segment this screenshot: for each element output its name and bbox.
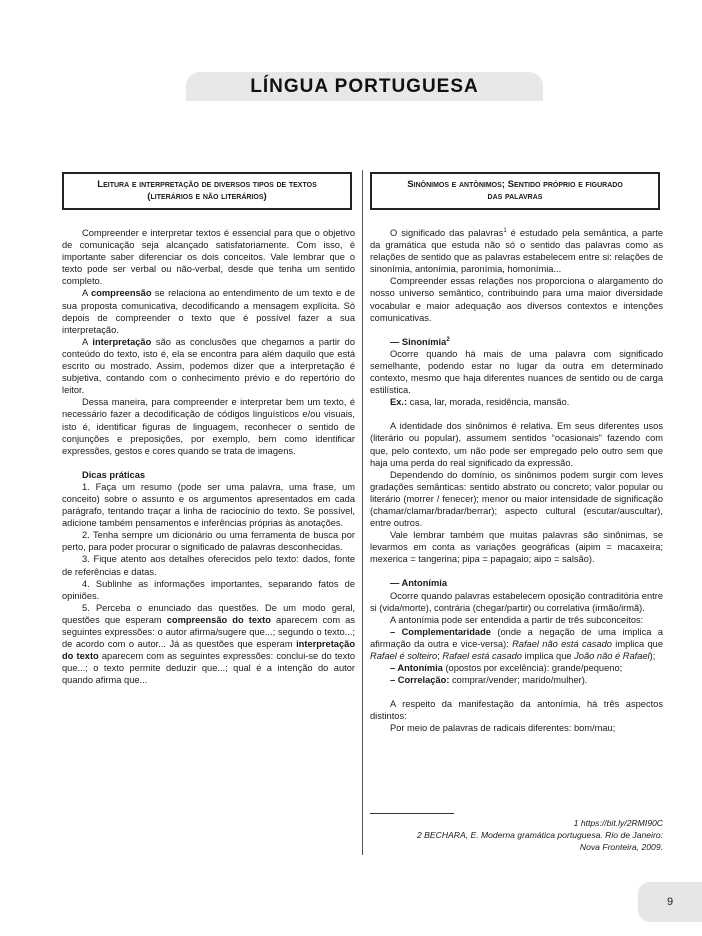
footnote: 1 https://bit.ly/2RMI90C	[573, 818, 663, 828]
paragraph: Compreender essas relações nos proporciona o alargamento do nosso universo semântico, contribuindo para uma maior diversidade vocabular e maior adequação aos diversos contextos e intenções comunicativas.	[370, 276, 663, 323]
example: Ex.: casa, lar, morada, residência, mansão.	[390, 397, 570, 408]
subheading-antonymy: — Antonímia	[390, 578, 447, 589]
footnote-rule	[370, 813, 454, 814]
section-title-line: Leitura e interpretação de diversos tipos de textos	[97, 179, 317, 190]
paragraph: – Complementaridade (onde a negação de uma implica a afirmação da outra e vice-versa): Rafael não está casado implica que Rafael é solteiro; Rafael está casado implica que João não é Rafael);	[370, 626, 664, 661]
paragraph: A antonímia pode ser entendida a partir de três subconceitos:	[390, 614, 644, 625]
footnote-ref: 2	[446, 336, 450, 343]
footnote: 2 BECHARA, E. Moderna gramática portuguesa. Rio de Janeiro:	[416, 830, 663, 841]
paragraph: Compreender e interpretar textos é essencial para que o objetivo de comunicação seja alcançado satisfatoriamente. Com isso, é importante saber diferenciar os dois conceitos. Vale lembrar que o texto pode ser verbal ou não-verbal, desde que tenha um sentido completo.	[62, 228, 355, 287]
tip-item: 3. Fique atento aos detalhes oferecidos pelo texto: dados, fonte de referências e datas.	[62, 554, 355, 577]
right-column	[370, 227, 663, 735]
page-header	[186, 72, 543, 101]
tips-heading: Dicas práticas	[82, 469, 146, 480]
footnote-ref: 1	[503, 227, 507, 234]
section-title-line: Sinônimos e antônimos; Sentido próprio e figurado	[407, 179, 623, 190]
paragraph: – Correlação: comprar/vender; marido/mulher).	[390, 675, 588, 686]
section-title-synonyms	[370, 172, 660, 210]
tip-item: 4. Sublinhe as informações importantes, separando fatos de opiniões.	[62, 578, 355, 601]
tip-item: 2. Tenha sempre um dicionário ou uma ferramenta de busca por perto, para poder procurar o significado de palavras desconhecidas.	[62, 530, 355, 553]
left-column	[62, 227, 355, 686]
paragraph: A identidade dos sinônimos é relativa. Em seus diferentes usos (literário ou popular), assumem sentidos “ocasionais” fazendo com que, pelo contexto, um não pode ser empregado pelo outro sem que haja uma perda do real significado da expressão.	[370, 421, 663, 468]
paragraph: Por meio de palavras de radicais diferentes: bom/mau;	[390, 723, 616, 734]
section-title-line: (literários e não literários)	[147, 191, 267, 202]
section-title-line: das palavras	[487, 191, 543, 202]
page-number-tab	[638, 882, 702, 922]
bold-term: compreensão	[91, 288, 152, 299]
paragraph: Ocorre quando há mais de uma palavra com significado semelhante, podendo estar no lugar da outra em determinado contexto, mesmo que haja diferentes nuances de sentido ou de carga estilística.	[370, 348, 663, 396]
tip-item: 5. Perceba o enunciado das questões. De um modo geral, questões que esperam compreensão do texto aparecem com as seguintes expressões: o autor afirma/sugere que...; segundo o texto...; de acordo com o autor... Já as questões que esperam interpretação do texto aparecem com as seguintes expressões: conclui-se do texto que...; o texto permite deduzir que...; qual é a intenção do autor quando afirma que...	[62, 602, 355, 686]
page-title: LÍNGUA PORTUGUESA	[250, 75, 479, 97]
paragraph: A respeito da manifestação da antonímia, há três aspectos distintos:	[370, 699, 663, 722]
paragraph: A interpretação são as conclusões que chegamos a partir do conteúdo do texto, isto é, ela se encontra para além daquilo que está escrito ou mostrado. Assim, podemos dizer que a interpretação é subjetiva, contando com o conhecimento prévio e do repertório do leitor.	[62, 336, 355, 396]
footnote: Nova Fronteira, 2009.	[579, 842, 663, 853]
tip-item: 1. Faça um resumo (pode ser uma palavra, uma frase, um conceito) sobre o assunto e os argumentos apresentados em cada parágrafo, tentando traçar a linha de raciocínio do texto. Se possível, adicione também pensamentos e inferências próprias às anotações.	[62, 481, 355, 529]
bold-term: interpretação	[92, 336, 152, 347]
section-title-reading	[62, 172, 352, 210]
paragraph: Vale lembrar também que muitas palavras são sinônimas, se levarmos em conta as variações geográficas (aipim = macaxeira; mexerica = tangerina; pipa = papagaio; aipo = salsão).	[370, 530, 663, 565]
paragraph: Dependendo do domínio, os sinônimos podem surgir com leves gradações semânticas: sentido abstrato ou concreto; valor popular ou literário (morrer / fenecer); menor ou maior intensidade de significação (chamar/clamar/bradar/berrar); aspecto cultural (escutar/auscultar), entre outros.	[370, 469, 663, 529]
paragraph: Ocorre quando palavras estabelecem oposição contraditória entre si (vida/morte), contrária (chegar/partir) ou correlativa (irmão/irmã).	[370, 590, 663, 613]
paragraph: O significado das palavras$^1$ é estudado pela semântica, a parte da gramática que estuda não só o sentido das palavras como as relações de sentido que as palavras estabelecem entre si: relações de sinonímia, antonímia, paronímia, homonímia...	[370, 227, 663, 275]
page-number: 9	[666, 896, 674, 908]
paragraph: – Antonímia (opostos por excelência): grande/pequeno;	[390, 663, 623, 674]
subheading-synonymy: — Sinonímia$^2$	[390, 336, 450, 347]
paragraph: A compreensão se relaciona ao entendimento de um texto e de sua proposta comunicativa, decodificando a mensagem explícita. Só depois de compreender o texto que é possível fazer a sua interpretação.	[62, 288, 355, 335]
column-divider	[362, 170, 363, 855]
footnotes	[370, 817, 663, 853]
paragraph: Dessa maneira, para compreender e interpretar bem um texto, é necessário fazer a decodificação de códigos linguísticos e/ou visuais, isto é, identificar figuras de linguagem, reconhecer o sentido de conjunções e preposições, por exemplo, bem como identificar expressões, gestos e cores quando se trata de imagens.	[62, 397, 355, 456]
